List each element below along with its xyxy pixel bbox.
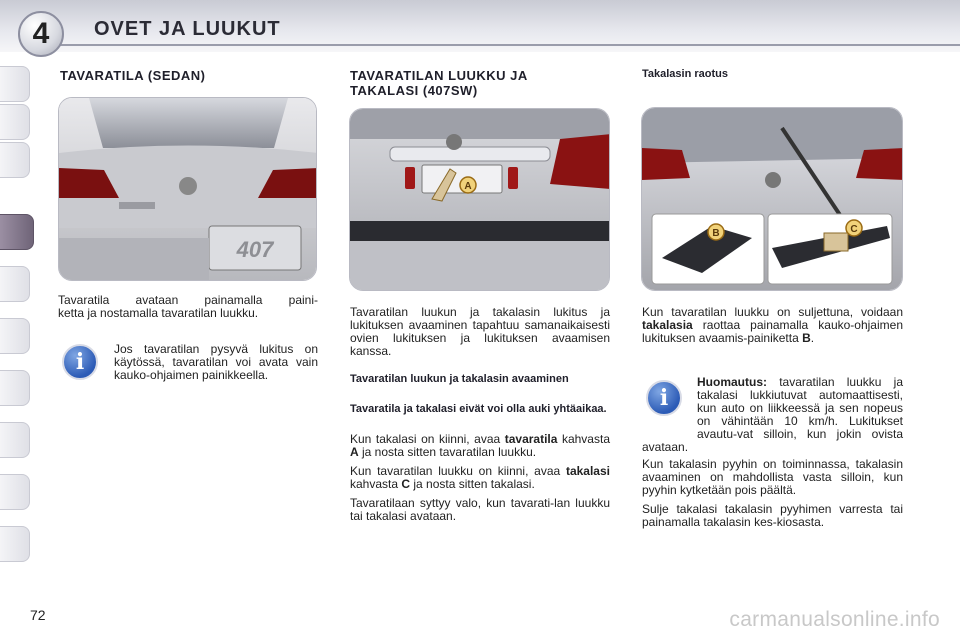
section-heading-rear-glass: Takalasin raotus bbox=[642, 68, 728, 80]
side-tab[interactable] bbox=[0, 266, 30, 302]
sw-intro-text: Tavaratilan luukun ja takalasin lukitus ja lukituksen avaaminen tapahtuu samanaikaisesti ovien lukituksen ja lukituksen avaamisen kanssa. bbox=[350, 305, 610, 358]
sw-instructions: Kun takalasi on kiinni, avaa tavaratila kahvasta A ja nosta sitten tavaratilan luukku. Kun tavaratilan luukku on kiinni, avaa takalasi kahvasta C ja nosta sitten takalasi. Tavaratilaan syttyy valo, kun tavarati-lan luukku tai takalasi avataan. bbox=[350, 432, 610, 523]
sedan-trunk-photo bbox=[58, 97, 317, 281]
header-divider bbox=[60, 44, 960, 46]
sw-tailgate-photo bbox=[349, 108, 610, 291]
section-heading-sedan: TAVARATILA (SEDAN) bbox=[60, 68, 206, 83]
sedan-open-text: Tavaratila avataan painamalla paini- ketta ja nostamalla tavaratilan luukku. bbox=[58, 293, 318, 320]
section-heading-sw: TAVARATILAN LUUKKU JA TAKALASI (407SW) bbox=[350, 68, 528, 98]
side-tab[interactable] bbox=[0, 474, 30, 510]
side-tab[interactable] bbox=[0, 318, 30, 354]
callout-a: A bbox=[464, 181, 472, 192]
watermark: carmanualsonline.info bbox=[729, 608, 940, 631]
side-tab[interactable] bbox=[0, 66, 30, 102]
sw-tailgate-illustration bbox=[350, 109, 610, 291]
page-number: 72 bbox=[30, 607, 46, 623]
sedan-trunk-illustration bbox=[59, 98, 317, 281]
chapter-side-tabs bbox=[0, 66, 34, 576]
side-tab[interactable] bbox=[0, 142, 30, 178]
side-tab-active[interactable] bbox=[0, 214, 34, 250]
rear-glass-photo bbox=[641, 107, 903, 291]
info-icon: i bbox=[646, 380, 682, 416]
rear-glass-text: Kun tavaratilan luukku on suljettuna, voidaan takalasia raottaa painamalla kauko-ohjaimen lukituksen avaamis-painiketta B. bbox=[642, 305, 903, 345]
callout-c: C bbox=[850, 224, 858, 235]
side-tab[interactable] bbox=[0, 526, 30, 562]
sedan-info-note: Jos tavaratilan pysyvä lukitus on käytössä, tavaratilan voi avata vain kauko-ohjaimen painikkeella. bbox=[114, 342, 318, 382]
callout-b: B bbox=[712, 228, 720, 239]
chapter-title: OVET JA LUUKUT bbox=[94, 18, 281, 40]
chapter-number-badge: 4 bbox=[18, 11, 64, 57]
rear-glass-wiper-text: Kun takalasin pyyhin on toiminnassa, takalasin avaaminen on mahdollista vasta silloin, kun pyyhin kytketään pois päältä. Sulje takalasi takalasin pyyhimen varresta tai painamalla takalasin kes-kiosasta. bbox=[642, 457, 903, 529]
side-tab[interactable] bbox=[0, 104, 30, 140]
model-badge-407: 407 bbox=[236, 237, 274, 262]
sw-subheading-opening: Tavaratilan luukun ja takalasin avaaminen bbox=[350, 373, 569, 385]
side-tab[interactable] bbox=[0, 422, 30, 458]
sw-subheading-warning: Tavaratila ja takalasi eivät voi olla auki yhtäaikaa. bbox=[350, 403, 607, 415]
side-tab[interactable] bbox=[0, 370, 30, 406]
info-icon: i bbox=[62, 344, 98, 380]
rear-glass-note: Huomautus: tavaratilan luukku ja takalasi lukkiutuvat automaattisesti, kun auto on liikkeessä ja sen nopeus on vähintään 10 km/h. Lukitukset avautu-vat silloin, kun jokin ovista avataan. bbox=[642, 375, 903, 454]
rear-glass-illustration bbox=[642, 108, 903, 291]
